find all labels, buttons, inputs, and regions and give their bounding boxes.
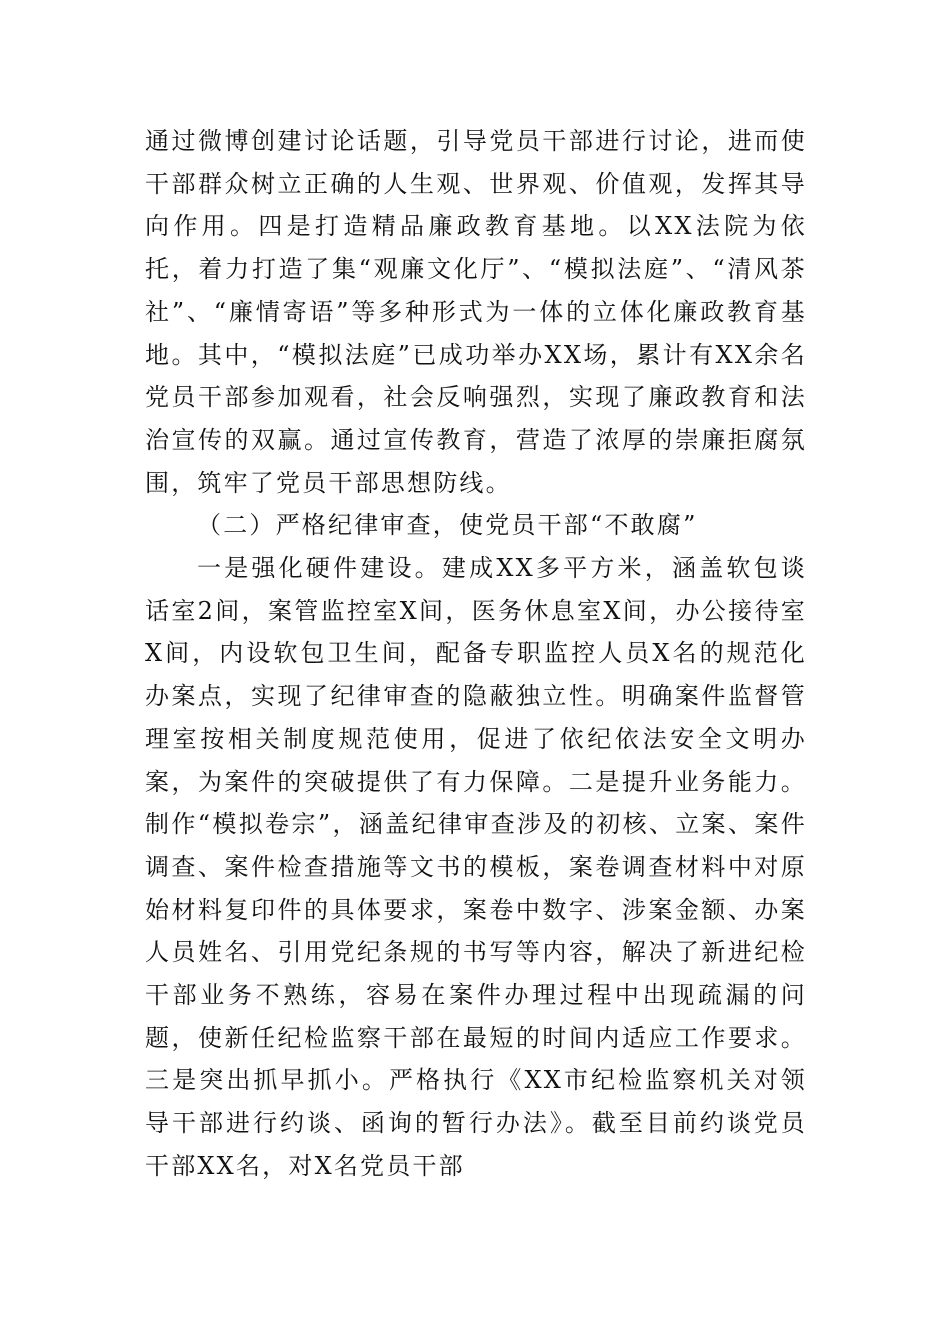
paragraph-discipline-review: 一是强化硬件建设。建成XX多平方米，涵盖软包谈话室2间，案管监控室X间，医务休息室X间，办公接待室X间，内设软包卫生间，配备专职监控人员X名的规范化办案点，实现了纪律审查的隐蔽独立性。明确案件监督管理室按相关制度规范使用，促进了依纪依法安全文明办案，为案件的突破提供了有力保障。二是提升业务能力。制作“模拟卷宗”，涵盖纪律审查涉及的初核、立案、案件调查、案件检查措施等文书的模板，案卷调查材料中对原始材料复印件的具体要求，案卷中数字、涉案金额、办案人员姓名、引用党纪条规的书写等内容，解决了新进纪检干部业务不熟练，容易在案件办理过程中出现疏漏的问题，使新任纪检监察干部在最短的时间内适应工作要求。三是突出抓早抓小。严格执行《XX市纪检监察机关对领导干部进行约谈、函询的暂行办法》。截至目前约谈党员干部XX名，对X名党员干部 [145, 554, 807, 1180]
section-heading-discipline-review: （二）严格纪律审查，使党员干部“不敢腐” [197, 511, 698, 540]
document-page [145, 120, 807, 1188]
paragraph-education-base: 通过微博创建讨论话题，引导党员干部进行讨论，进而使干部群众树立正确的人生观、世界观、价值观，发挥其导向作用。四是打造精品廉政教育基地。以XX法院为依托，着力打造了集“观廉文化厅”、“模拟法庭”、“清风茶社”、“廉情寄语”等多种形式为一体的立体化廉政教育基地。其中，“模拟法庭”已成功举办XX场，累计有XX余名党员干部参加观看，社会反响强烈，实现了廉政教育和法治宣传的双赢。通过宣传教育，营造了浓厚的崇廉拒腐氛围，筑牢了党员干部思想防线。 [145, 127, 807, 497]
